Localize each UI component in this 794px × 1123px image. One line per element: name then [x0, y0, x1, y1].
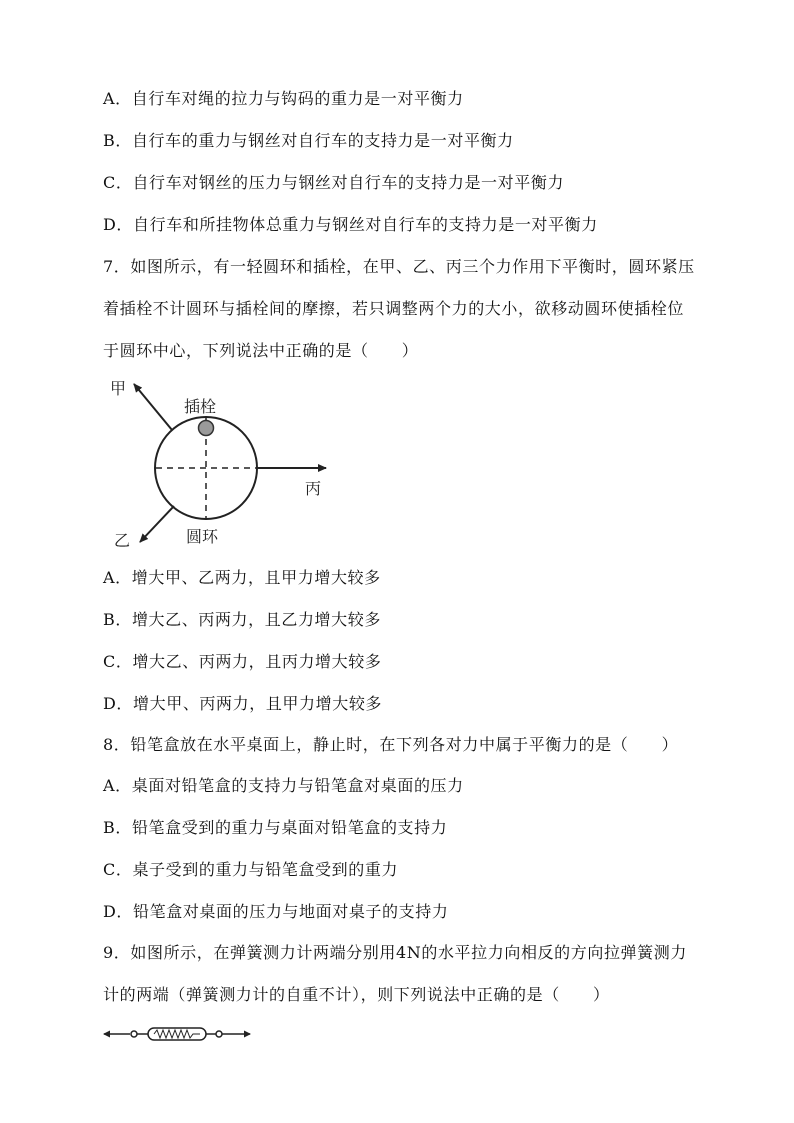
q9-text-line-2: 计的两端（弹簧测力计的自重不计），则下列说法中正确的是（ ）	[103, 985, 610, 1004]
q6-option-c: C．自行车对钢丝的压力与钢丝对自行车的支持力是一对平衡力	[103, 173, 565, 192]
spring-scale-diagram	[100, 1020, 260, 1050]
label-bing: 丙	[305, 479, 322, 498]
left-ring	[131, 1031, 137, 1037]
label-ring: 圆环	[186, 527, 219, 546]
label-yi: 乙	[114, 531, 131, 550]
ring-diagram	[100, 372, 340, 552]
q7-option-c: C．增大乙、丙两力，且丙力增大较多	[103, 652, 382, 671]
q8-text: 8．铅笔盒放在水平桌面上，静止时，在下列各对力中属于平衡力的是（ ）	[103, 735, 679, 754]
q8-option-a: A．桌面对铅笔盒的支持力与铅笔盒对桌面的压力	[103, 776, 464, 795]
q7-option-a: A．增大甲、乙两力，且甲力增大较多	[103, 568, 381, 587]
q6-option-a: A．自行车对绳的拉力与钩码的重力是一对平衡力	[103, 89, 464, 108]
q7-option-b: B．增大乙、丙两力，且乙力增大较多	[103, 610, 381, 629]
q7-ring-figure	[100, 372, 340, 552]
q9-spring-scale-figure	[100, 1020, 260, 1050]
q6-option-b: B．自行车的重力与钢丝对自行车的支持力是一对平衡力	[103, 131, 514, 150]
label-jia: 甲	[110, 379, 127, 398]
q8-option-b: B．铅笔盒受到的重力与桌面对铅笔盒的支持力	[103, 818, 448, 837]
peg-circle	[199, 421, 214, 436]
q6-option-d: D．自行车和所挂物体总重力与钢丝对自行车的支持力是一对平衡力	[103, 215, 598, 234]
q8-option-c: C．桌子受到的重力与铅笔盒受到的重力	[103, 860, 399, 879]
q7-text-line-1: 7．如图所示，有一轻圆环和插栓，在甲、乙、丙三个力作用下平衡时，圆环紧压	[103, 257, 695, 276]
spring-coil	[154, 1030, 200, 1038]
right-hook	[216, 1031, 222, 1037]
q7-text-line-3: 于圆环中心，下列说法中正确的是（ ）	[103, 341, 419, 360]
label-peg: 插栓	[184, 397, 217, 416]
q7-option-d: D．增大甲、丙两力，且甲力增大较多	[103, 694, 383, 713]
force-jia-arrow	[134, 384, 172, 430]
q7-text-line-2: 着插栓不计圆环与插栓间的摩擦，若只调整两个力的大小，欲移动圆环使插栓位	[103, 299, 685, 318]
q8-option-d: D．铅笔盒对桌面的压力与地面对桌子的支持力	[103, 902, 449, 921]
q9-text-line-1: 9．如图所示，在弹簧测力计两端分别用4N的水平拉力向相反的方向拉弹簧测力	[103, 943, 687, 962]
force-yi-arrow	[140, 506, 174, 542]
